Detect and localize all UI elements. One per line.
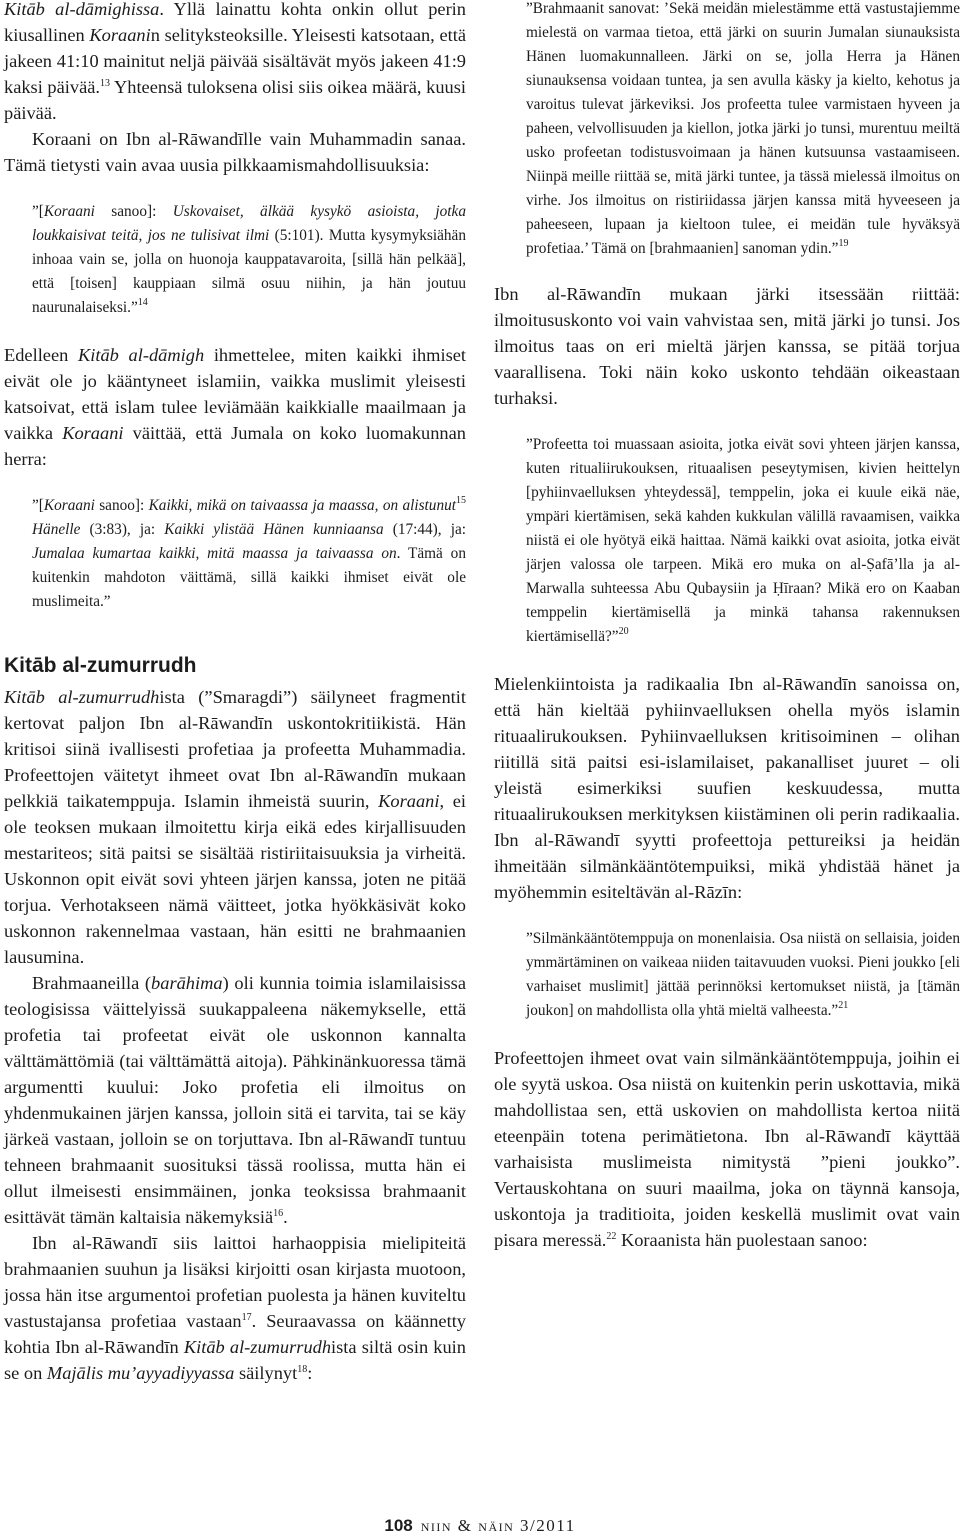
text-span: ”Silmänkääntötemppuja on monenlaisia. Osa niistä on sellaisia, joiden ymmärtäminen on vaikeaa niiden taitavuuden vuoksi. Pieni joukko [eli varhaiset muslimit] jättää perinnöksi kertomukset niistä, ja [tämän joukon] on mahdollista olla yhtä mieltä valheesta.” [526, 930, 960, 1019]
footnote-ref: 20 [618, 626, 629, 637]
text-span: (5:101). Mutta kysymyksiähän inhoaa vain se, jolla on huonoja kauppatavaroita, [sillä hän pelkää], että [toisen] kauppiaan silmä osuu niihin, ja hän joutuu naurunalaiseksi.” [32, 227, 466, 316]
text-span: sanoo]: [94, 497, 149, 514]
text-span: Brahmaaneilla ( [32, 973, 152, 993]
italic-span: Uskovaiset, älkää kysykö asioista, jotka loukkaisivat teitä, jos ne tulisivat ilmi [32, 203, 466, 244]
italic-span: Kitāb al-dāmigh [78, 345, 205, 365]
footnote-ref: 15 [456, 495, 467, 506]
paragraph-edelleen [4, 342, 466, 472]
text-span: väittää, että Jumala on koko luomakunnan herra: [4, 423, 466, 469]
text-span: ista (”Smaragdi”) säilyneet fragmentit kertovat paljon Ibn al-Rāwandīn uskontokritiikistä. Hän kritisoi siinä ivallisesti profetiaa ja profeetta Muhammadia. Profeettojen väitetyt ihmeet ovat Ibn al-Rāwandīn mukaan pelkkiä taikatemppuja. Islamin ihmeistä suurin, [4, 687, 466, 811]
footnote-ref: 13 [100, 78, 111, 89]
text-span: Edelleen [4, 345, 78, 365]
footnote-ref: 14 [137, 297, 148, 308]
italic-span: Koraani [378, 791, 440, 811]
text-span: ”[ [32, 497, 44, 514]
footnote-ref: 21 [838, 1000, 849, 1011]
text-span: ) oli kunnia toimia islamilaisissa teologisissa väittelyissä suukappaleena näkemykselle, että profetia tai profeetat eivät ole uskonnon kannalta välttämättömiä (tai välttämättä aitoja). Pähkinänkuoressa tämä argumentti kuului: Joko profetia eli ilmoitus on yhdenmukainen järjen kanssa, jolloin sitä ei tarvita, tai se käy järkeä vastaan, jolloin se on torjuttava. Ibn al-Rāwandī tuntuu tehneen brahmaanit suosituksi tässä roolissa, mutta hän ei ollut ilmeisesti ensimmäinen, jonka teoksissa brahmaanit esittävät tämän kaltaisia näkemyksiä [4, 973, 466, 1227]
text-span: ihmettelee, miten kaikki ihmiset eivät ole jo kääntyneet islamiin, vaikka muslimit yleisesti katsoivat, että islam tulee leviämään kaikkialle maailmaan ja vaikka [4, 345, 467, 443]
text-span: Yhteensä tuloksena olisi siis oikea määrä, kuusi päivää. [4, 77, 466, 123]
right-column [494, 0, 960, 1253]
text-span: , ei ole teoksen mukaan ilmoitettu kirja eikä edes kirjallisuuden mestariteos; sitä paitsi se sisältää ristiriitaisuuksia ja virheitä. Uskonnon opit eivät sovi yhteen järjen kanssa, joten ne pitää torjua. Verhotakseen nämä väitteet, jotka hyökkäsivät koko uskonnon rakennelmaa vastaan, hän esitti ne brahmaanien lausumina. [4, 791, 466, 967]
section-heading: Kitāb al-zumurrudh [4, 654, 197, 677]
text-span: ”[ [32, 203, 44, 220]
italic-span: Kitāb al-zumurrudh [4, 687, 160, 707]
page-footer [0, 1517, 960, 1536]
footnote-ref: 16 [273, 1208, 284, 1219]
text-span: . Seuraavassa on käännetty kohtia Ibn al-Rāwandīn [4, 1311, 466, 1357]
italic-span: Kitāb al-zumurrudh [183, 1337, 332, 1357]
paragraph-brahmaaneilla [4, 970, 466, 1230]
text-span: Ibn al-Rāwandī siis laittoi harhaoppisia mielipiteitä brahmaanien suuhun ja lisäksi kirjoitti osan kirjasta muotoon, jossa hän itse argumentoi profetian puolesta ja hänen kuviteltu vastustajansa profetiaa vastaan [4, 1233, 466, 1331]
text-span: n selityksteoksille. Yleisesti katsotaan, että jakeen 41:10 mainitut neljä päivää sisältävät myös jakeen 41:9 kaksi päivää. [4, 25, 466, 97]
quote-silmankaanto [526, 927, 960, 1023]
page-number: 108 [384, 1516, 413, 1535]
text-span: sanoo]: [94, 203, 173, 220]
quote-koraani-2 [32, 494, 466, 614]
footnote-ref: 22 [606, 1231, 617, 1242]
text-span: . [283, 1207, 288, 1227]
italic-span: Koraani [43, 203, 95, 220]
text-span: säilynyt [234, 1363, 298, 1383]
paragraph-profeettojen [494, 1045, 960, 1253]
quote-brahmaanit [526, 0, 960, 261]
text-span: Profeettojen ihmeet ovat vain silmänkääntötemppuja, joihin ei ole syytä uskoa. Osa niistä on kuitenkin perin uskottavia, mikä mahdollistaa sen, että uskovien on mahdollista kertoa niitä eteenpäin totena perimätietona. Ibn al-Rāwandī käyttää varhaisista muslimeista nimitystä ”pieni joukko”. Vertauskohtana on suuri maailma, joka on täynnä kansoja, uskontoja ja traditioita, joiden keskellä muslimit ovat vain pisara meressä. [494, 1048, 960, 1250]
magazine-issue: niin & näin 3/2011 [420, 1516, 576, 1535]
text-span: ista siltä osin kuin se on [4, 1337, 466, 1383]
text-span: (17:44), ja: [383, 521, 466, 538]
italic-span: Majālis mu’ayyadiyyassa [46, 1363, 235, 1383]
italic-span: Hänelle [32, 521, 81, 538]
italic-span: Jumalaa kumartaa kaikki, mitä maassa ja taivaassa on [32, 545, 397, 562]
text-span: Koraanista hän puolestaan sanoo: [616, 1230, 868, 1250]
italic-span: Koraani [62, 423, 124, 443]
paragraph-koraani: Koraani on Ibn al-Rāwandīlle vain Muhammadin sanaa. Tämä tietysti vain avaa uusia pilkkaamismahdollisuuksia: [4, 129, 466, 175]
paragraph-ibn-mukaan: Ibn al-Rāwandīn mukaan järki itsessään riittää: ilmoitususkonto voi vain vahvistaa sen, mitä järki jo tunsi. Jos ilmoitus taas on eri mieltä järjen kanssa, se pitää torjua vaarallisena. Toki näin koko uskonto tehdään oikeastaan turhaksi. [494, 284, 960, 408]
text-span: ”Profeetta toi muassaan asioita, jotka eivät sovi yhteen järjen kanssa, kuten ritualiirukouksen, rituaalisen peseytymisen, kivien heittelyn [pyhiinvaelluksen yhteydessä], temppelin, joka ei kuule eikä näe, ympäri kiertämisen, sekä kahden kukkulan välillä ravaamisen, vaikka niistä ei ole hyötyä eikä haittaa. Nämä kaikki ovat asioita, jotka eivät järjen valossa ole tarpeen. Mikä ero muka on al-Ṣafā’lla ja al-Marwalla suhteessa Abu Qubaysiin ja Ḥīraan? Mikä ero on Kaaban temppelin kiertämisellä ja minkä tahansa rakennuksen kiertämisellä?” [526, 436, 960, 645]
italic-span: barāhima [151, 973, 223, 993]
italic-title: Kitāb al-dāmighissa [4, 0, 160, 19]
quote-profeetta [526, 433, 960, 649]
paragraph-opening [4, 0, 466, 126]
footnote-ref: 18 [297, 1364, 308, 1375]
text-span: : [307, 1363, 313, 1383]
italic-span: Kaikki ylistää Hänen kunniaansa [164, 521, 384, 538]
text-span: . Yllä lainattu kohta onkin ollut perin kiusallinen [4, 0, 466, 45]
paragraph-zumurrudh [4, 684, 466, 970]
paragraph-mielenkiintoista: Mielenkiintoista ja radikaalia Ibn al-Rāwandīn sanoissa on, että hän kieltää pyhiinvaelluksen ohella myös islamin rituaalirukouksen. Pyhiinvaelluksen kritisoiminen – olihan riitillä sitä paitsi esi-islamilaiset, pakanalliset juuret – oli yleistä esimerkiksi suufien keskuudessa, mutta rituaalirukouksen merkityksen kiistäminen oli perin radikaalia. Ibn al-Rāwandī syytti profeettoja pettureiksi ja heidän ihmeitään silmänkääntötempuiksi, mikä yhdistää hänet ja myöhemmin esiteltävän al-Rāzīn: [494, 674, 960, 902]
footnote-ref: 17 [241, 1312, 252, 1323]
quote-koraani-1 [32, 200, 466, 320]
text-span: . Tämä on kuitenkin mahdoton väittämä, sillä kaikki ihmiset eivät ole muslimeita.” [32, 545, 466, 610]
italic-title: Koraani [89, 25, 151, 45]
italic-span: Koraani [43, 497, 95, 514]
footnote-ref: 19 [838, 238, 849, 249]
paragraph-laittoi [4, 1230, 466, 1386]
text-span: (3:83), ja: [80, 521, 165, 538]
left-column [4, 0, 466, 1386]
italic-span: Kaikki, mikä on taivaassa ja maassa, on alistunut [148, 497, 457, 514]
text-span: ”Brahmaanit sanovat: ’Sekä meidän mielestämme että vastustajiemme mielestä on varmaa tietoa, että järki on suurin Jumalan siunauksista Hänen luomakunnalleen. Järki on se, jolla Herra ja Hänen siunauksensa voidaan tuntea, ja sen avulla käsky ja kielto, kehotus ja varoitus tulevat järkeviksi. Jos profeetta tulee varmistaen hyveen ja paheen, velvollisuuden ja kiellon, jotka järki jo tunsi, murentuu meiltä usko profeetan todistusvoimaan ja hänen kutsuunsa vastaamiseen. Niinpä meille riittää se, mitä järki tuntee, ja tässä mielessä ilmoitus on virhe. Jos ilmoitus on ristiriidassa järjen kanssa mitä hyveeseen ja paheeseen, lupaan ja kieltoon tulee, ei meidän tule hyväksyä profetiaa.’ Tämä on [brahmaanien] sanoman ydin.” [526, 0, 960, 257]
